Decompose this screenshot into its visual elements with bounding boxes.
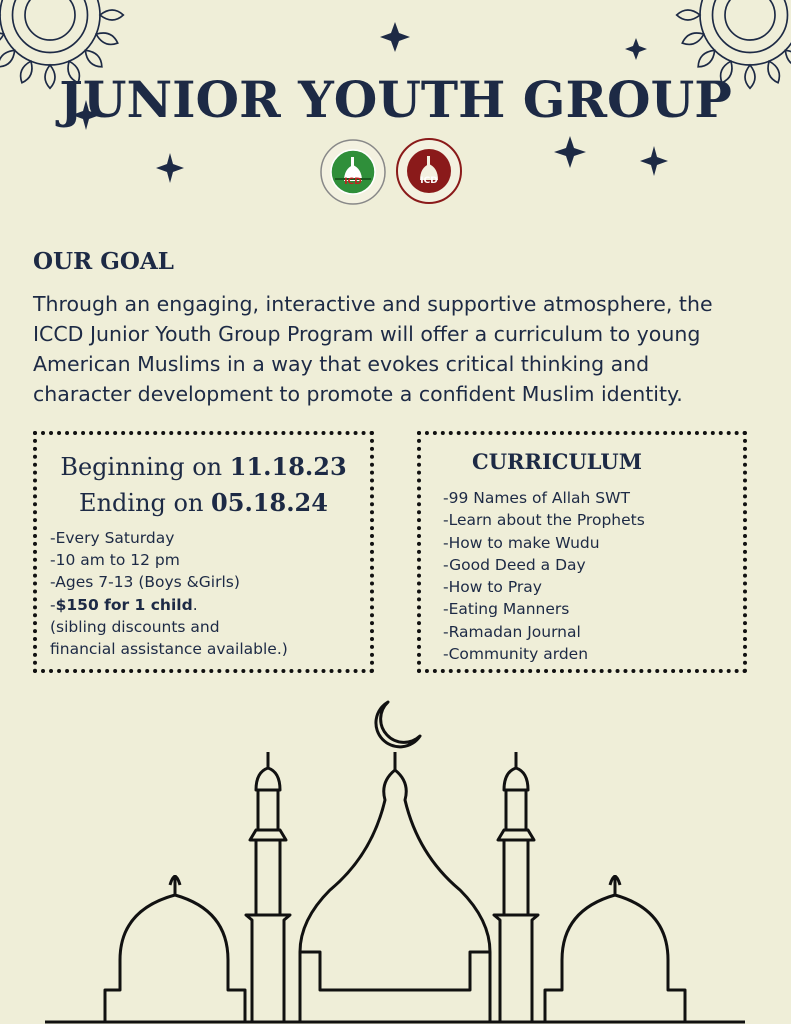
end-date: 05.18.24 (211, 488, 328, 517)
mcc-logo (396, 138, 462, 204)
mosque-illustration (0, 690, 791, 1024)
goal-heading: OUR GOAL (33, 248, 174, 275)
page-title: JUNIOR YOUTH GROUP (59, 70, 732, 129)
list-item: -Eating Manners (443, 600, 570, 619)
list-item: -Learn about the Prophets (443, 511, 645, 530)
dates (37, 449, 370, 521)
price: $150 for 1 child (55, 595, 193, 614)
list-item: -Good Deed a Day (443, 555, 586, 574)
list-item: -How to make Wudu (443, 533, 600, 552)
list-item: -Ramadan Journal (443, 622, 581, 641)
end-line: Ending on 05.18.24 (79, 488, 328, 517)
begin-date: 11.18.23 (229, 452, 347, 481)
curriculum-box (417, 431, 747, 673)
curriculum-list (443, 487, 645, 665)
curriculum-heading: CURRICULUM (472, 449, 642, 474)
crescent-icon (376, 702, 420, 747)
schedule-box (33, 431, 374, 673)
list-item: -10 am to 12 pm (50, 551, 180, 570)
list-item: -99 Names of Allah SWT (443, 489, 630, 507)
schedule-details (50, 527, 288, 660)
mcc-logo-mark: ICD (420, 176, 438, 186)
note-line: (sibling discounts and (50, 617, 220, 636)
list-item: -How to Pray (443, 578, 542, 597)
list-item: -Every Saturday (50, 529, 175, 547)
note-line: financial assistance available.) (50, 640, 288, 659)
list-item: -Ages 7-13 (Boys &Girls) (50, 573, 240, 592)
list-item: -Community arden (443, 645, 589, 664)
begin-line: Beginning on 11.18.23 (60, 452, 347, 481)
price-item: -$150 for 1 child. (50, 595, 198, 614)
icd-logo (320, 139, 386, 205)
icd-logo-mark: ICD (344, 177, 362, 187)
goal-text: Through an engaging, interactive and supportive atmosphere, the ICCD Junior Youth Group Program will offer a curriculum to young American Muslims in a way that evokes critical thinking and character development to promote a confident Muslim identity. (33, 292, 713, 406)
